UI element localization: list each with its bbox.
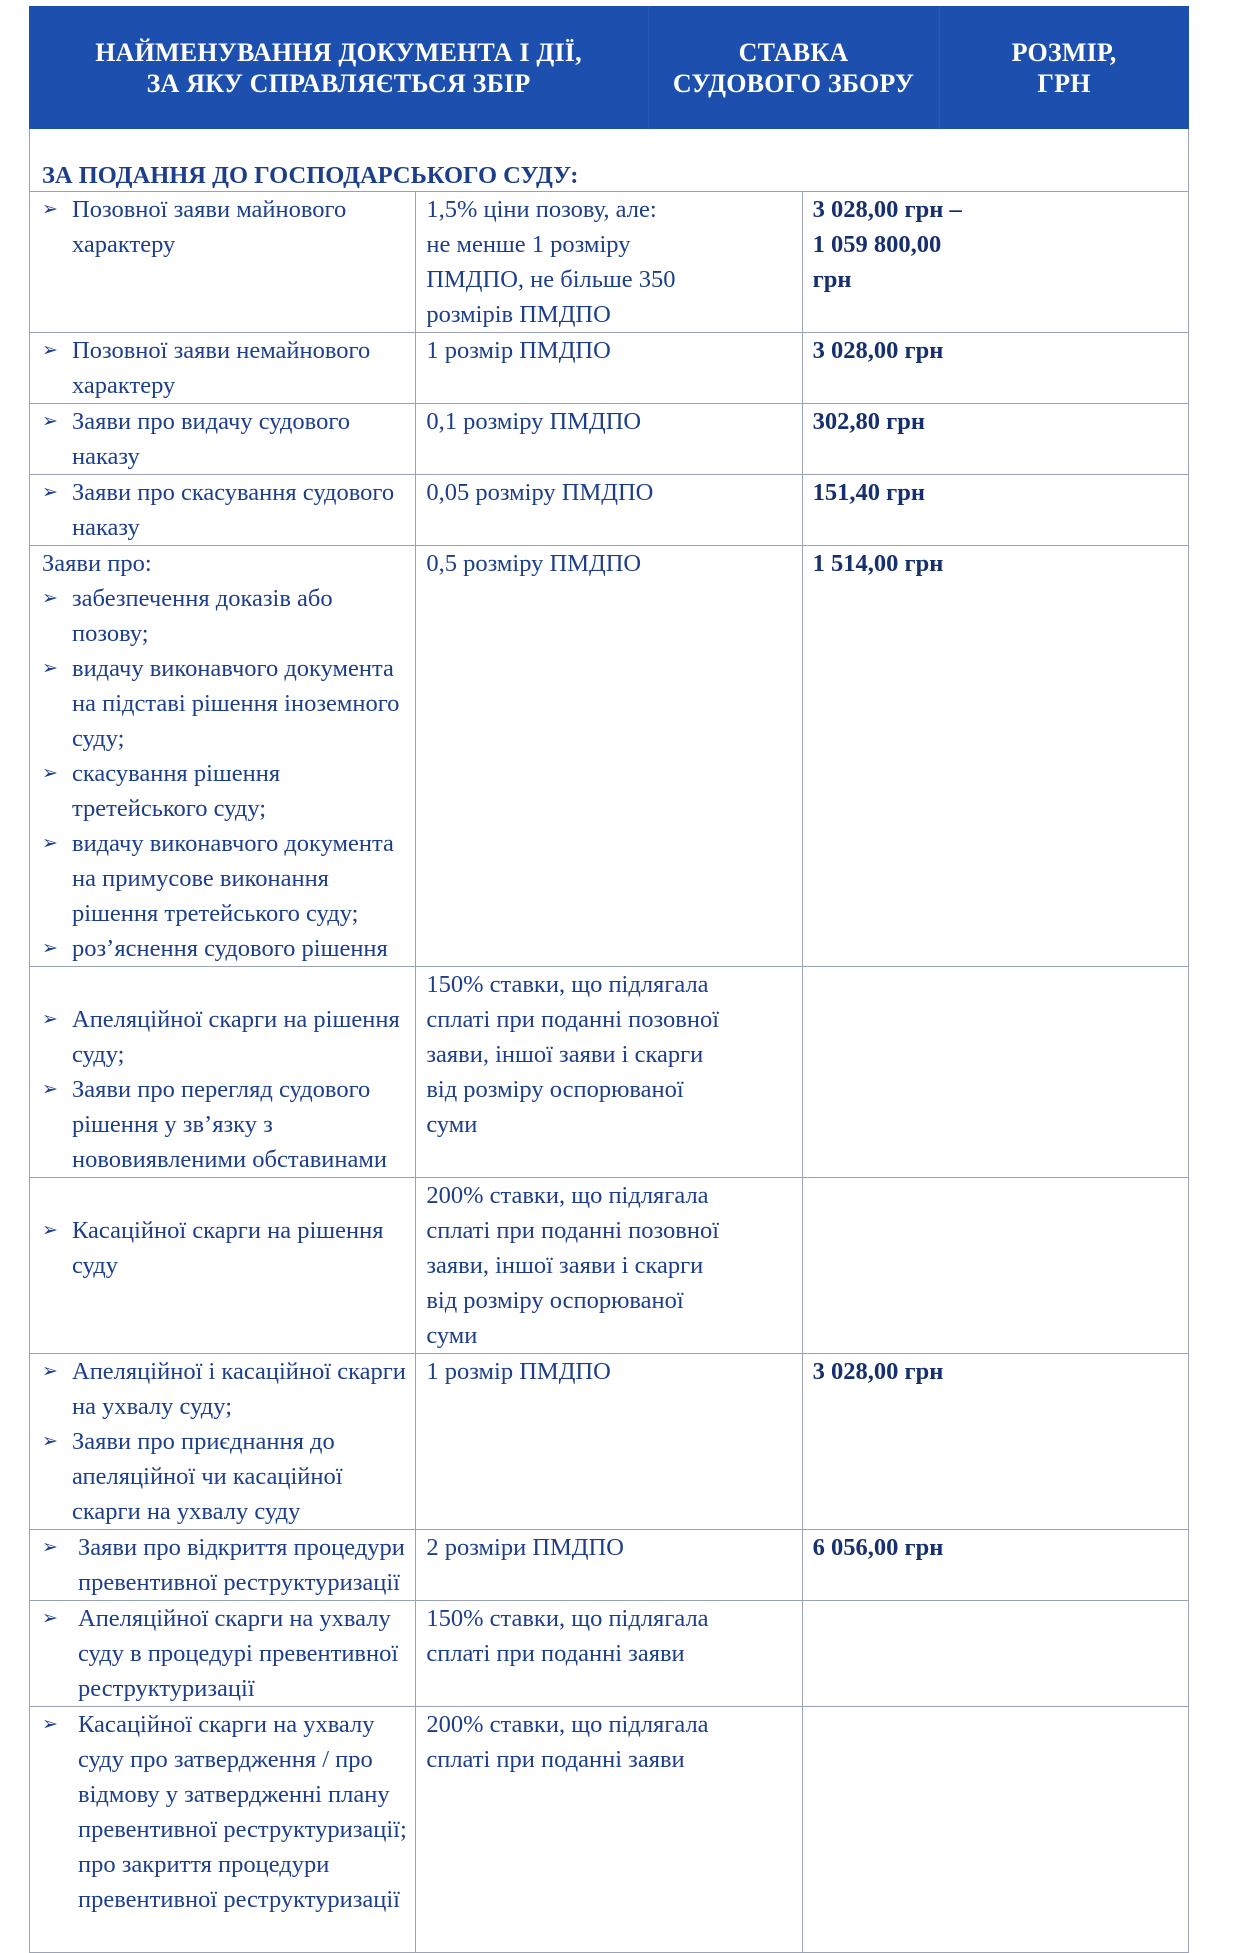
- amount-cell: [802, 333, 1188, 404]
- header-amount-line2: ГРН: [1037, 68, 1091, 98]
- amount-cell: [802, 1354, 1188, 1530]
- amount-cell: [802, 192, 1188, 333]
- rate-line: від розміру оспорюваної: [426, 1287, 684, 1314]
- arrow-bullet-icon: ➢: [42, 339, 58, 361]
- arrow-bullet-icon: ➢: [42, 1536, 58, 1558]
- header-document-col: [29, 6, 648, 129]
- amount-cell: [802, 404, 1188, 475]
- arrow-bullet-icon: ➢: [42, 937, 58, 959]
- arrow-bullet-icon: ➢: [42, 1078, 58, 1100]
- amount-line: 3 028,00 грн: [812, 337, 944, 364]
- table-row: [30, 404, 1189, 475]
- rate-cell: [416, 1530, 802, 1601]
- list-item: [42, 581, 407, 651]
- header-rate-line1: СТАВКА: [738, 37, 849, 67]
- amount-line: 6 056,00 грн: [812, 1534, 944, 1561]
- rate-cell: [416, 192, 802, 333]
- amount-cell: [802, 475, 1188, 546]
- amount-line: 302,80 грн: [812, 408, 926, 435]
- arrow-bullet-icon: ➢: [42, 1430, 58, 1452]
- arrow-bullet-icon: ➢: [42, 762, 58, 784]
- list-item: [42, 333, 407, 403]
- list-item: [42, 756, 407, 826]
- header-rate-line2: СУДОВОГО ЗБОРУ: [672, 68, 915, 98]
- header-document-line2: ЗА ЯКУ СПРАВЛЯЄТЬСЯ ЗБІР: [146, 68, 531, 98]
- table-row: [30, 1707, 1189, 1953]
- list-item-text: видачу виконавчого документа на примусове виконання рішення третейського суду;: [72, 830, 394, 927]
- rate-cell: [416, 1354, 802, 1530]
- list-item-text: Заяви про видачу судового наказу: [72, 408, 351, 470]
- rate-line: 0,1 розміру ПМДПО: [426, 408, 642, 435]
- list-item-text: скасування рішення третейського суду;: [72, 760, 281, 822]
- arrow-bullet-icon: ➢: [42, 832, 58, 854]
- rate-line: 1,5% ціни позову, але:: [426, 196, 657, 223]
- rate-line: суми: [426, 1322, 478, 1349]
- rate-cell: [416, 475, 802, 546]
- list-item: [42, 826, 407, 931]
- rate-line: 0,05 розміру ПМДПО: [426, 479, 654, 506]
- list-item-text: Касаційної скарги на ухвалу суду про затвердження / про відмову у затвердженні плану превентивної реструктуризації; про закриття процедури превентивної реструктуризації: [78, 1711, 407, 1913]
- rate-line: сплаті при поданні заяви: [426, 1640, 685, 1667]
- arrow-bullet-icon: ➢: [42, 657, 58, 679]
- arrow-bullet-icon: ➢: [42, 1713, 58, 1735]
- list-item-text: Заяви про перегляд судового рішення у зв’язку з нововиявленими обставинами: [72, 1076, 388, 1173]
- rate-line: заяви, іншої заяви і скарги: [426, 1041, 704, 1068]
- rate-line: 2 розміри ПМДПО: [426, 1534, 624, 1561]
- list-item-text: Апеляційної скарги на рішення суду;: [72, 1006, 400, 1068]
- arrow-bullet-icon: ➢: [42, 410, 58, 432]
- arrow-bullet-icon: ➢: [42, 587, 58, 609]
- rate-line: сплаті при поданні позовної: [426, 1006, 720, 1033]
- document-cell: [30, 475, 416, 546]
- amount-line: 151,40 грн: [812, 479, 926, 506]
- list-item: [42, 931, 407, 966]
- rate-line: не менше 1 розміру: [426, 231, 631, 258]
- list-item-text: забезпечення доказів або позову;: [72, 585, 333, 647]
- rate-line: від розміру оспорюваної: [426, 1076, 684, 1103]
- amount-line: 1 059 800,00: [812, 231, 942, 258]
- document-cell: [30, 404, 416, 475]
- list-item: [42, 192, 407, 262]
- list-item: [42, 475, 407, 545]
- table-row: [30, 546, 1189, 967]
- list-item-text: Заяви про приєднання до апеляційної чи касаційної скарги на ухвалу суду: [72, 1428, 343, 1525]
- rate-line: сплаті при поданні заяви: [426, 1746, 685, 1773]
- document-cell: [30, 1178, 416, 1354]
- rate-line: 1 розмір ПМДПО: [426, 337, 611, 364]
- rate-line: розмірів ПМДПО: [426, 301, 611, 328]
- rate-line: 1 розмір ПМДПО: [426, 1358, 611, 1385]
- table-row: [30, 1178, 1189, 1354]
- rate-line: заяви, іншої заяви і скарги: [426, 1252, 704, 1279]
- document-cell: [30, 1707, 416, 1953]
- list-item: [42, 1354, 407, 1424]
- list-item-text: Позовної заяви майнового характеру: [72, 196, 347, 258]
- header-rate-col: [648, 6, 939, 129]
- section-row: [30, 129, 1189, 192]
- document-cell: [30, 333, 416, 404]
- list-item: [42, 1424, 407, 1529]
- list-item: [42, 1213, 407, 1283]
- header-amount-col: [939, 6, 1189, 129]
- arrow-bullet-icon: ➢: [42, 198, 58, 220]
- amount-line: грн: [812, 266, 852, 293]
- table-row: [30, 333, 1189, 404]
- amount-cell: [802, 1707, 1188, 1953]
- arrow-bullet-icon: ➢: [42, 1008, 58, 1030]
- amount-cell: [802, 967, 1188, 1178]
- rate-line: 200% ставки, що підлягала: [426, 1711, 709, 1738]
- arrow-bullet-icon: ➢: [42, 1360, 58, 1382]
- table-row: [30, 1601, 1189, 1707]
- header-document-line1: НАЙМЕНУВАННЯ ДОКУМЕНТА І ДІЇ,: [95, 37, 582, 67]
- header-amount-line1: РОЗМІР,: [1011, 37, 1117, 67]
- table-row: [30, 1530, 1189, 1601]
- list-item-text: Заяви про скасування судового наказу: [72, 479, 395, 541]
- amount-cell: [802, 546, 1188, 967]
- amount-line: 3 028,00 грн –: [812, 196, 962, 223]
- rate-line: 200% ставки, що підлягала: [426, 1182, 709, 1209]
- list-item: [42, 1002, 407, 1072]
- rate-line: 0,5 розміру ПМДПО: [426, 550, 642, 577]
- rate-line: сплаті при поданні позовної: [426, 1217, 720, 1244]
- list-item: [42, 1530, 407, 1600]
- list-item-text: Апеляційної скарги на ухвалу суду в процедурі превентивної реструктуризації: [78, 1605, 399, 1702]
- rate-cell: [416, 1601, 802, 1707]
- document-cell: [30, 1354, 416, 1530]
- arrow-bullet-icon: ➢: [42, 1607, 58, 1629]
- document-cell: [30, 546, 416, 967]
- list-item: [42, 651, 407, 756]
- list-item: [42, 404, 407, 474]
- rate-cell: [416, 1178, 802, 1354]
- rate-line: 150% ставки, що підлягала: [426, 971, 709, 998]
- table-row: [30, 475, 1189, 546]
- amount-line: 3 028,00 грн: [812, 1358, 944, 1385]
- amount-line: 1 514,00 грн: [812, 550, 944, 577]
- amount-cell: [802, 1178, 1188, 1354]
- list-item-text: роз’яснення судового рішення: [72, 935, 388, 962]
- document-cell: [30, 192, 416, 333]
- arrow-bullet-icon: ➢: [42, 481, 58, 503]
- rate-cell: [416, 546, 802, 967]
- table-row: [30, 1354, 1189, 1530]
- fee-table: [29, 6, 1189, 1953]
- document-cell: [30, 967, 416, 1178]
- cell-intro: Заяви про:: [42, 550, 152, 577]
- fee-rows: [29, 129, 1189, 1953]
- list-item-text: Заяви про відкриття процедури превентивної реструктуризації: [78, 1534, 405, 1596]
- amount-cell: [802, 1601, 1188, 1707]
- list-item: [42, 1707, 407, 1917]
- list-item: [42, 1072, 407, 1177]
- arrow-bullet-icon: ➢: [42, 1219, 58, 1241]
- list-item-text: Касаційної скарги на рішення суду: [72, 1217, 384, 1279]
- document-cell: [30, 1601, 416, 1707]
- list-item-text: Позовної заяви немайнового характеру: [72, 337, 371, 399]
- table-row: [30, 967, 1189, 1178]
- list-item: [42, 1601, 407, 1706]
- rate-cell: [416, 1707, 802, 1953]
- rate-cell: [416, 333, 802, 404]
- section-title: ЗА ПОДАННЯ ДО ГОСПОДАРСЬКОГО СУДУ:: [30, 129, 1189, 192]
- list-item-text: видачу виконавчого документа на підставі рішення іноземного суду;: [72, 655, 400, 752]
- document-cell: [30, 1530, 416, 1601]
- rate-line: 150% ставки, що підлягала: [426, 1605, 709, 1632]
- rate-cell: [416, 404, 802, 475]
- rate-cell: [416, 967, 802, 1178]
- rate-line: суми: [426, 1111, 478, 1138]
- table-row: [30, 192, 1189, 333]
- rate-line: ПМДПО, не більше 350: [426, 266, 676, 293]
- amount-cell: [802, 1530, 1188, 1601]
- table-header: [29, 6, 1189, 129]
- list-item-text: Апеляційної і касаційної скарги на ухвалу суду;: [72, 1358, 406, 1420]
